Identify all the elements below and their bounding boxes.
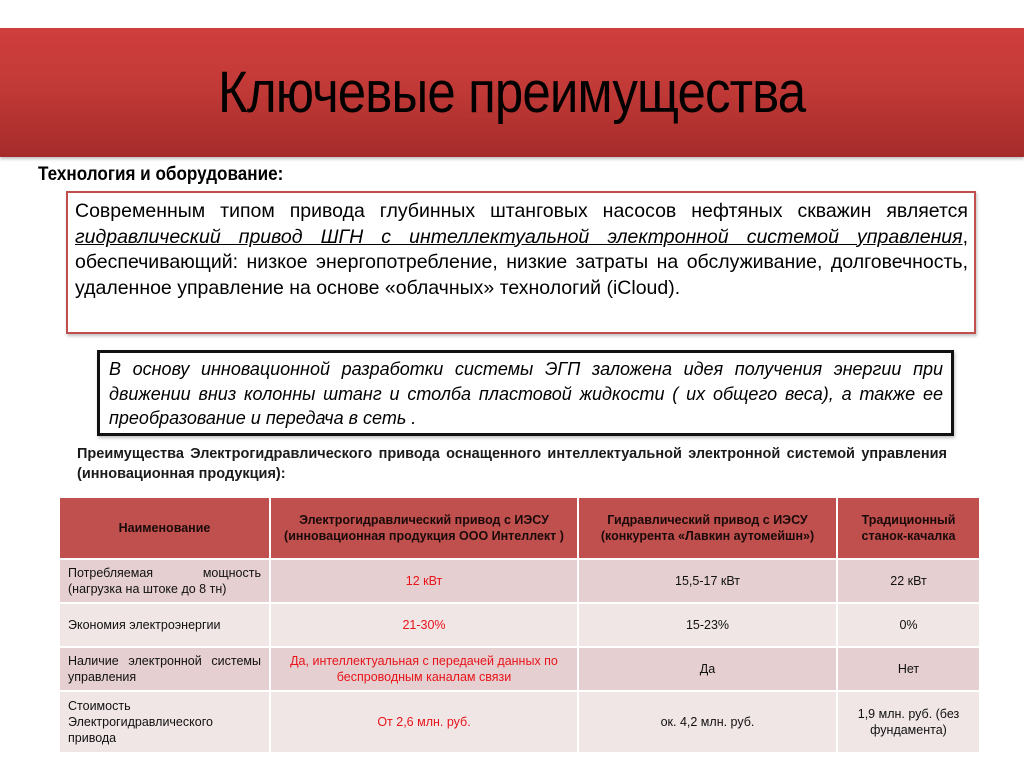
technology-description xyxy=(75,199,968,301)
innovation-idea-text: В основу инновационной разработки системы ЭГП заложена идея получения энергии при движении вниз колонны штанг и столба пластовой жидкости ( их общего веса), а также ее преобразование и передача в сеть . xyxy=(109,359,943,428)
header-competitor: Гидравлический привод с ИЭСУ (конкурента «Лавкин аутомейшн») xyxy=(579,498,836,558)
cell-egp: 12 кВт xyxy=(271,560,577,602)
cell-egp: От 2,6 млн. руб. xyxy=(271,692,577,752)
description-emphasis: гидравлический привод ШГН с интеллектуальной электронной системой управления xyxy=(75,225,963,248)
slide-title: Ключевые преимущества xyxy=(218,60,806,125)
row-name: Наличие электронной системы управления xyxy=(60,648,269,690)
section-heading: Технология и оборудование: xyxy=(38,164,284,185)
advantages-intro: Преимущества Электрогидравлического привода оснащенного интеллектуальной электронной системой управления (инновационная продукция): xyxy=(77,446,947,482)
cell-competitor: 15-23% xyxy=(579,604,836,646)
description-tail: , обеспечивающий: низкое энергопотребление, низкие затраты на обслуживание, долговечность, удаленное управление на основе «облачных» технологий (iCloud). xyxy=(75,225,968,299)
cell-traditional: 0% xyxy=(838,604,979,646)
cell-competitor: Да xyxy=(579,648,836,690)
title-band xyxy=(0,28,1024,157)
cell-competitor: 15,5-17 кВт xyxy=(579,560,836,602)
cell-egp: Да, интеллектуальная с передачей данных по беспроводным каналам связи xyxy=(271,648,577,690)
innovation-idea-box xyxy=(97,350,954,436)
table-header-row xyxy=(60,498,979,558)
row-name: Потребляемая мощность (нагрузка на штоке до 8 тн) xyxy=(60,560,269,602)
table-row xyxy=(60,692,979,752)
table-row xyxy=(60,648,979,690)
cell-competitor: ок. 4,2 млн. руб. xyxy=(579,692,836,752)
row-name: Стоимость Электрогидравлического привода xyxy=(60,692,269,752)
table-row xyxy=(60,604,979,646)
header-name: Наименование xyxy=(60,498,269,558)
technology-description-box xyxy=(66,191,976,334)
comparison-table xyxy=(58,496,981,754)
row-name: Экономия электроэнергии xyxy=(60,604,269,646)
cell-traditional: 1,9 млн. руб. (без фундамента) xyxy=(838,692,979,752)
cell-traditional: Нет xyxy=(838,648,979,690)
cell-egp: 21-30% xyxy=(271,604,577,646)
table-row xyxy=(60,560,979,602)
header-egp: Электрогидравлический привод с ИЭСУ (инновационная продукция ООО Интеллект ) xyxy=(271,498,577,558)
description-lead: Современным типом привода глубинных штанговых насосов нефтяных скважин является xyxy=(75,200,968,222)
cell-traditional: 22 кВт xyxy=(838,560,979,602)
header-traditional: Традиционный станок-качалка xyxy=(838,498,979,558)
